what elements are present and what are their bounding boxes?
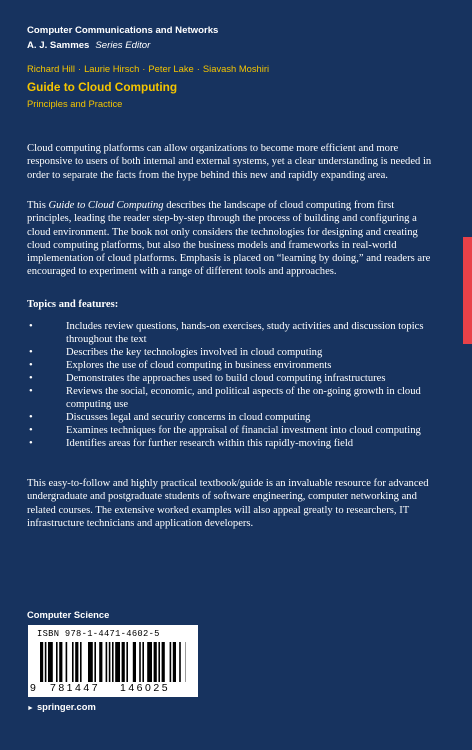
publisher-url [27,701,96,712]
author-name: Siavash Moshiri [202,63,270,74]
author-name: Richard Hill [27,63,75,74]
barcode-bar [40,642,43,682]
barcode-bar [162,642,165,682]
series-editor-name: A. J. Sammes [27,40,90,51]
description-paragraph [27,199,437,279]
barcode-bar [122,642,125,682]
barcode-bar [158,642,160,682]
barcode [40,642,186,682]
series-title: Computer Communications and Networks [27,25,219,36]
author-separator: · [77,63,82,74]
author-separator: · [142,63,146,74]
publisher-url-text: springer.com [36,701,96,712]
barcode-bar [72,642,74,682]
barcode-bar [66,642,68,682]
barcode-bar [56,642,58,682]
barcode-bar [139,642,141,682]
series-editor-role: Series Editor [95,40,151,51]
description-text: describes the landscape of cloud computing from first principles, leading the reader step-by-step through the process of building and configuring a cloud environment. The book not only considers the technologies for designing and creating cloud computing platforms, but also the business models and frameworks in real-world implementation of cloud platforms. Emphasis is placed on “learning by doing,” and readers are encouraged to experiment with a range of different tools and approaches. [27,200,431,278]
feature-item: • Discusses legal and security concerns in cloud computing [27,411,437,424]
barcode-box [28,625,198,697]
book-subtitle: Principles and Practice [27,98,123,109]
barcode-bar [75,642,78,682]
barcode-bar [173,642,176,682]
feature-item: • Explores the use of cloud computing in business environments [27,359,437,372]
ean-digits-left: 781447 [50,682,101,694]
barcode-bar [179,642,181,682]
barcode-bar [115,642,120,682]
feature-item: • Describes the key technologies involved in cloud computing [27,346,437,359]
barcode-bar [133,642,136,682]
barcode-bar [106,642,108,682]
barcode-bar [99,642,102,682]
barcode-bar [48,642,53,682]
feature-item: • Examines techniques for the appraisal of financial investment into cloud computing [27,424,437,437]
description-text: This [27,200,49,211]
author-separator: · [196,63,200,74]
features-list [27,320,437,450]
barcode-bar [59,642,62,682]
barcode-bar [45,642,47,682]
red-edge-tab [463,237,472,344]
barcode-bar [170,642,172,682]
arrow-icon: ► [27,705,34,712]
description-paragraph: Cloud computing platforms can allow organizations to become more efficient and more responsive to users of both internal and external systems, yet a clear understanding is needed in order to separate the facts from the hype behind this new and rapidly expanding area. [27,143,432,181]
feature-item: • Includes review questions, hands-on exercises, study activities and discussion topics throughout the text [27,320,437,346]
description-paragraph: This easy-to-follow and highly practical textbook/guide is an invaluable resource for advanced undergraduate and postgraduate students of software engineering, computer networking and related courses. The extensive worked examples will also appeal greatly to researchers, IT infrastructure technicians and application developers. [27,478,429,529]
subject-category: Computer Science [27,609,110,620]
barcode-bar [126,642,128,682]
barcode-bar [112,642,114,682]
series-editor [27,40,150,51]
barcode-bar [154,642,157,682]
feature-item: • Reviews the social, economic, and political aspects of the on-going growth in cloud computing use [27,385,437,411]
author-name: Laurie Hirsch [84,63,140,74]
barcode-bar [80,642,82,682]
ean-digits-right: 146025 [120,682,171,694]
barcode-bar [88,642,93,682]
barcode-bar [142,642,144,682]
topics-heading: Topics and features: [27,299,119,310]
barcode-bar [147,642,152,682]
book-title: Guide to Cloud Computing [27,80,178,94]
author-list [27,63,269,74]
isbn-label: ISBN 978-1-4471-4602-5 [37,629,160,639]
book-title-inline: Guide to Cloud Computing [48,200,164,211]
barcode-bar [94,642,96,682]
author-name: Peter Lake [148,63,194,74]
barcode-bar [109,642,111,682]
feature-item: • Demonstrates the approaches used to build cloud computing infrastructures [27,372,437,385]
ean-digit: 9 [30,682,36,694]
feature-item: • Identifies areas for further research within this rapidly-moving field [27,437,437,450]
